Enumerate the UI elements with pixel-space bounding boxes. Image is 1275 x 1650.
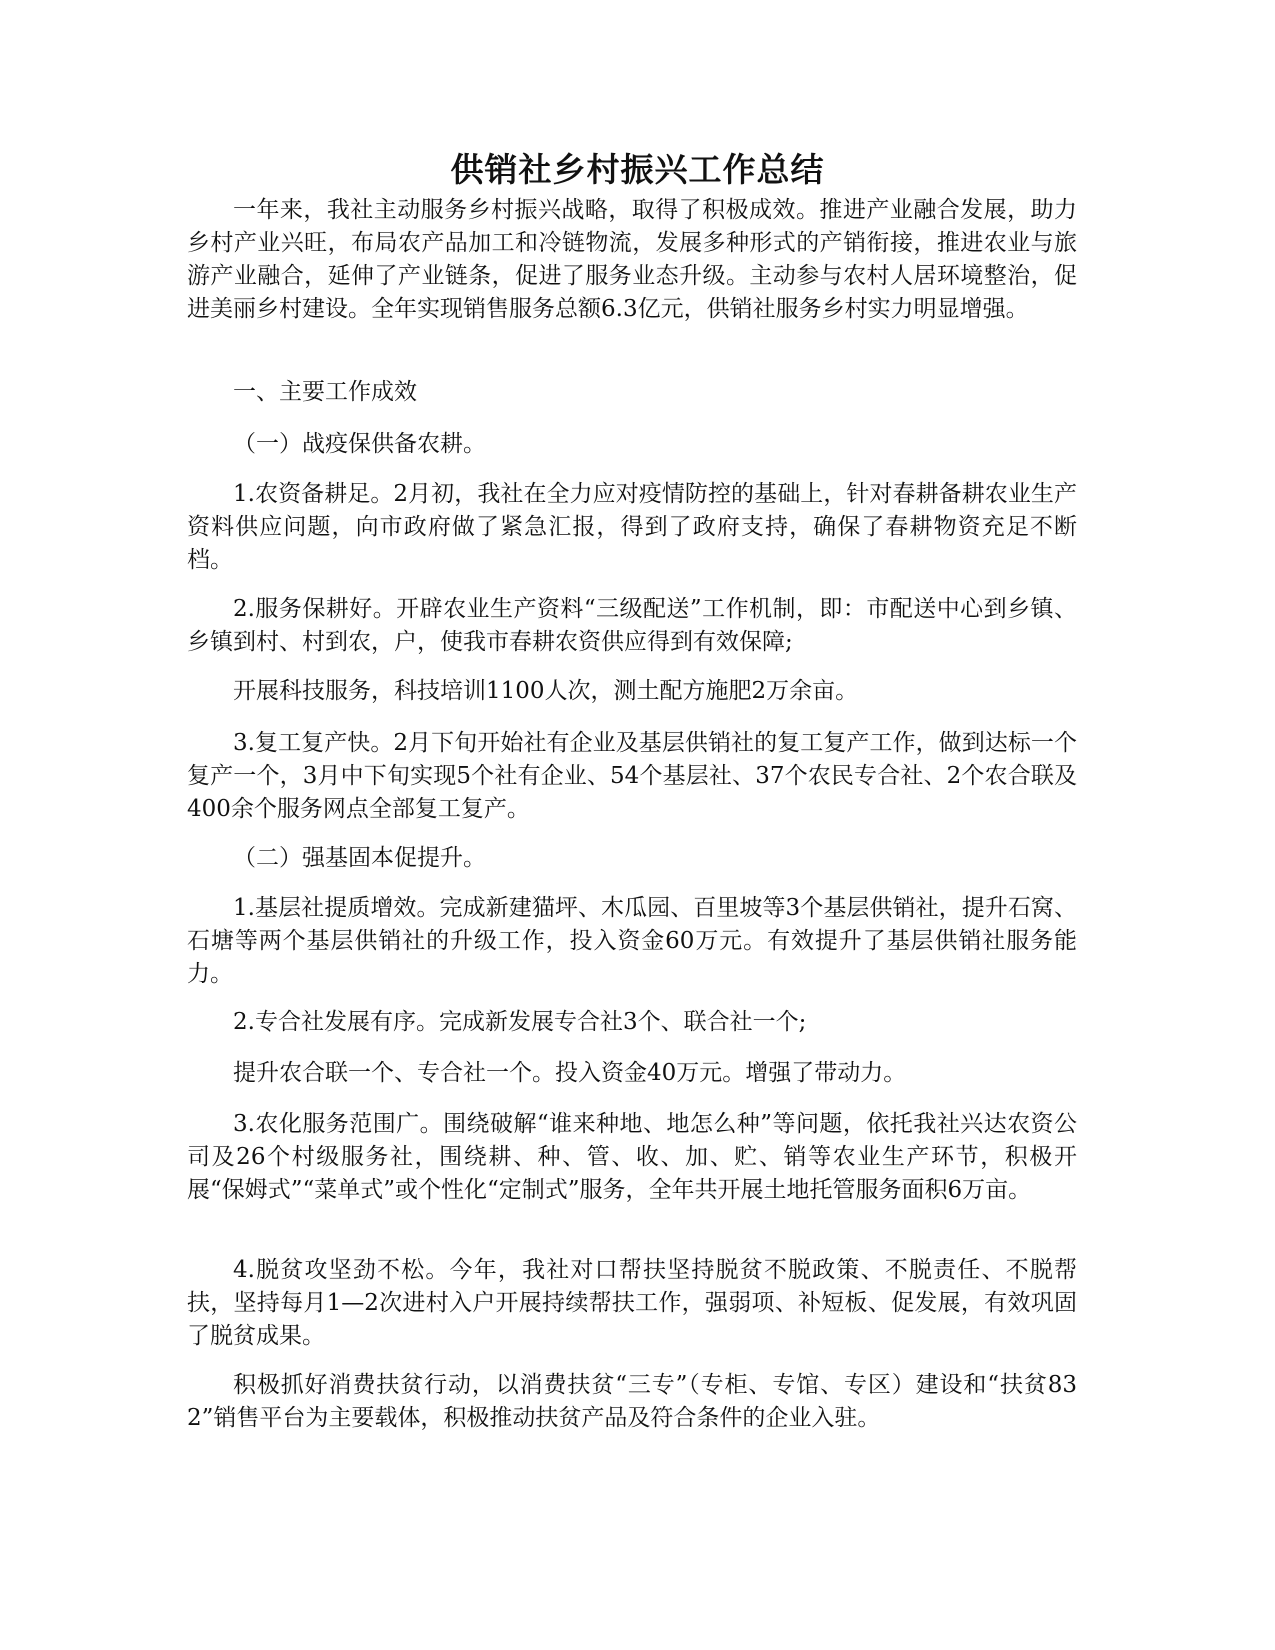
paragraph-fertilizer-supply: 1.农资备耕足。2月初，我社在全力应对疫情防控的基础上，针对春耕备耕农业生产资料供应问题，向市政府做了紧急汇报，得到了政府支持，确保了春耕物资充足不断档。 xyxy=(187,481,1077,573)
paragraph-specialized-coops: 2.专合社发展有序。完成新发展专合社3个、联合社一个; xyxy=(233,1009,807,1035)
document-title: 供销社乡村振兴工作总结 xyxy=(450,150,825,189)
paragraph-poverty-alleviation: 4.脱贫攻坚劲不松。今年，我社对口帮扶坚持脱贫不脱政策、不脱责任、不脱帮扶，坚持每月1—2次进村入户开展持续帮扶工作，强弱项、补短板、促发展，有效巩固了脱贫成果。 xyxy=(187,1257,1077,1349)
subsection-heading-1: （一）战疫保供备农耕。 xyxy=(233,431,486,457)
paragraph-resumption: 3.复工复产快。2月下旬开始社有企业及基层供销社的复工复产工作，做到达标一个复产一个，3月中下旬实现5个社有企业、54个基层社、37个农民专合社、2个农合联及400余个服务网点全部复工复产。 xyxy=(187,730,1077,822)
paragraph-grassroots-coops: 1.基层社提质增效。完成新建猫坪、木瓜园、百里坡等3个基层供销社，提升石窝、石塘等两个基层供销社的升级工作，投入资金60万元。有效提升了基层供销社服务能力。 xyxy=(187,895,1077,987)
intro-paragraph: 一年来，我社主动服务乡村振兴战略，取得了积极成效。推进产业融合发展，助力乡村产业兴旺，布局农产品加工和冷链物流，发展多种形式的产销衔接，推进农业与旅游产业融合，延伸了产业链条，促进了服务业态升级。主动参与农村人居环境整治，促进美丽乡村建设。全年实现销售服务总额6.3亿元，供销社服务乡村实力明显增强。 xyxy=(187,197,1077,322)
paragraph-consumption-poverty: 积极抓好消费扶贫行动，以消费扶贫“三专”（专柜、专馆、专区）建设和“扶贫832”销售平台为主要载体，积极推动扶贫产品及符合条件的企业入驻。 xyxy=(187,1372,1077,1431)
paragraph-tech-service: 开展科技服务，科技培训1100人次，测土配方施肥2万余亩。 xyxy=(233,678,859,704)
section-heading-main-results: 一、主要工作成效 xyxy=(233,379,417,405)
paragraph-farming-service: 2.服务保耕好。开辟农业生产资料“三级配送”工作机制，即：市配送中心到乡镇、乡镇到村、村到农，户，使我市春耕农资供应得到有效保障; xyxy=(187,596,1077,655)
subsection-heading-2: （二）强基固本促提升。 xyxy=(233,845,486,871)
paragraph-upgrade-investment: 提升农合联一个、专合社一个。投入资金40万元。增强了带动力。 xyxy=(233,1060,907,1086)
paragraph-agri-service: 3.农化服务范围广。围绕破解“谁来种地、地怎么种”等问题，依托我社兴达农资公司及26个村级服务社，围绕耕、种、管、收、加、贮、销等农业生产环节，积极开展“保姆式”“菜单式”或个性化“定制式”服务，全年共开展土地托管服务面积6万亩。 xyxy=(187,1111,1077,1203)
